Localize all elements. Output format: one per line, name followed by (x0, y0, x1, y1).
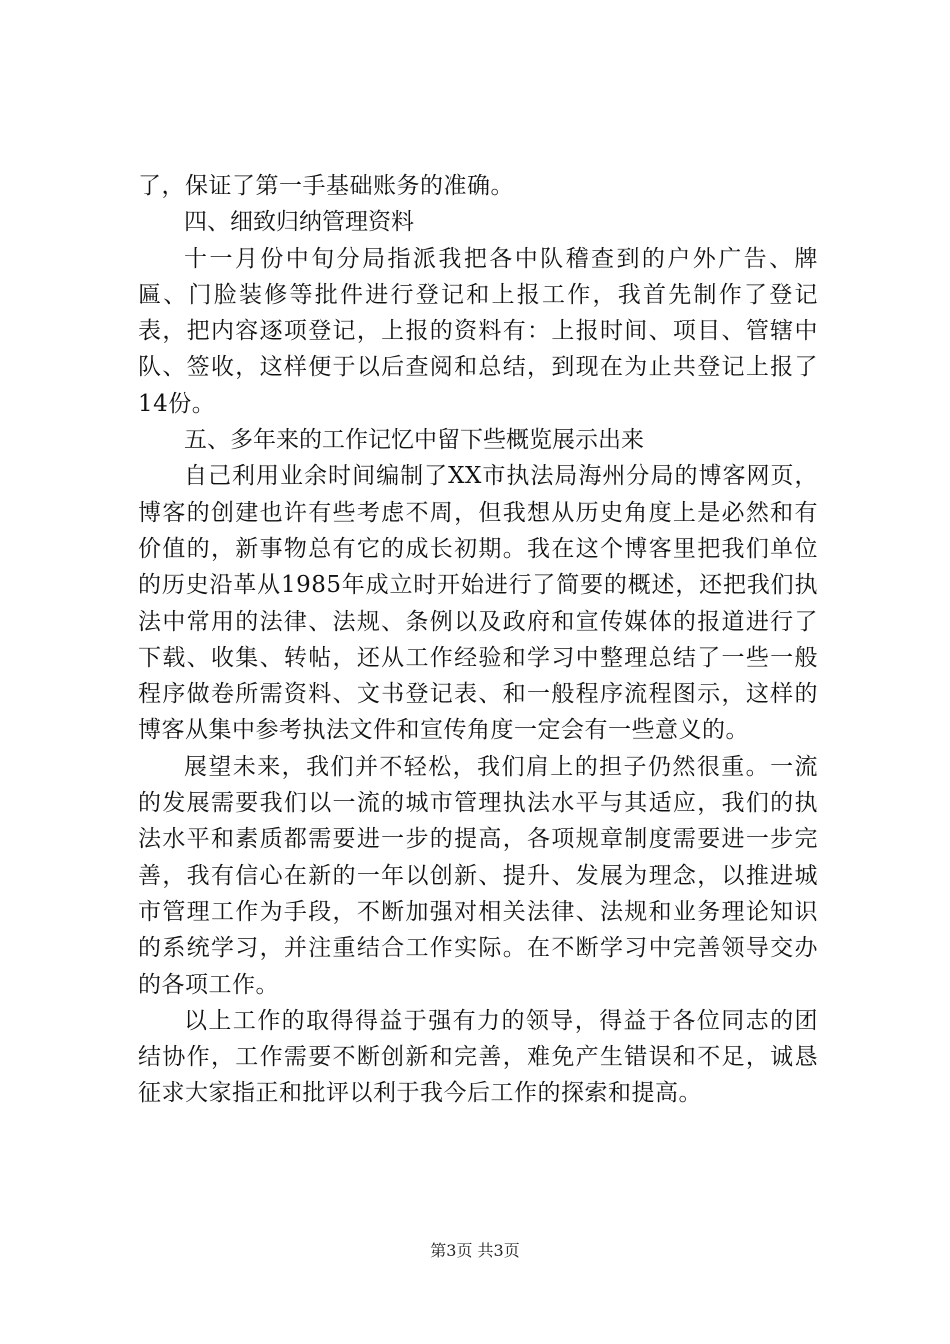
document-body (138, 168, 818, 1112)
page-number-footer: 第3页 共3页 (430, 1241, 520, 1260)
paragraph-continuation: 了，保证了第一手基础账务的准确。 (138, 173, 514, 199)
section-heading-5: 五、多年来的工作记忆中留下些概览展示出来 (184, 427, 644, 454)
section-heading-4: 四、细致归纳管理资料 (184, 209, 414, 236)
paragraph-blog: 自己利用业余时间编制了XX市执法局海州分局的博客网页，博客的创建也许有些考虑不周，但我想从历史角度上是必然和有价值的，新事物总有它的成长初期。我在这个博客里把我们单位的历史沿革从1985年成立时开始进行了简要的概述，还把我们执法中常用的法律、法规、条例以及政府和宣传媒体的报道进行了下载、收集、转帖，还从工作经验和学习中整理总结了一些一般程序做卷所需资料、文书登记表、和一般程序流程图示，这样的博客从集中参考执法文件和宣传角度一定会有一些意义的。 (138, 463, 818, 744)
paragraph-closing: 以上工作的取得得益于强有力的领导，得益于各位同志的团结协作，工作需要不断创新和完善，难免产生错误和不足，诚恳征求大家指正和批评以利于我今后工作的探索和提高。 (138, 1007, 818, 1107)
paragraph-outlook: 展望未来，我们并不轻松，我们肩上的担子仍然很重。一流的发展需要我们以一流的城市管理执法水平与其适应，我们的执法水平和素质都需要进一步的提高，各项规章制度需要进一步完善，我有信心在新的一年以创新、提升、发展为理念，以推进城市管理工作为手段，不断加强对相关法律、法规和业务理论知识的系统学习，并注重结合工作实际。在不断学习中完善领导交办的各项工作。 (138, 753, 818, 998)
paragraph-registration: 十一月份中旬分局指派我把各中队稽查到的户外广告、牌匾、门脸装修等批件进行登记和上报工作，我首先制作了登记表，把内容逐项登记，上报的资料有：上报时间、项目、管辖中队、签收，这样便于以后查阅和总结，到现在为止共登记上报了14份。 (138, 245, 818, 417)
